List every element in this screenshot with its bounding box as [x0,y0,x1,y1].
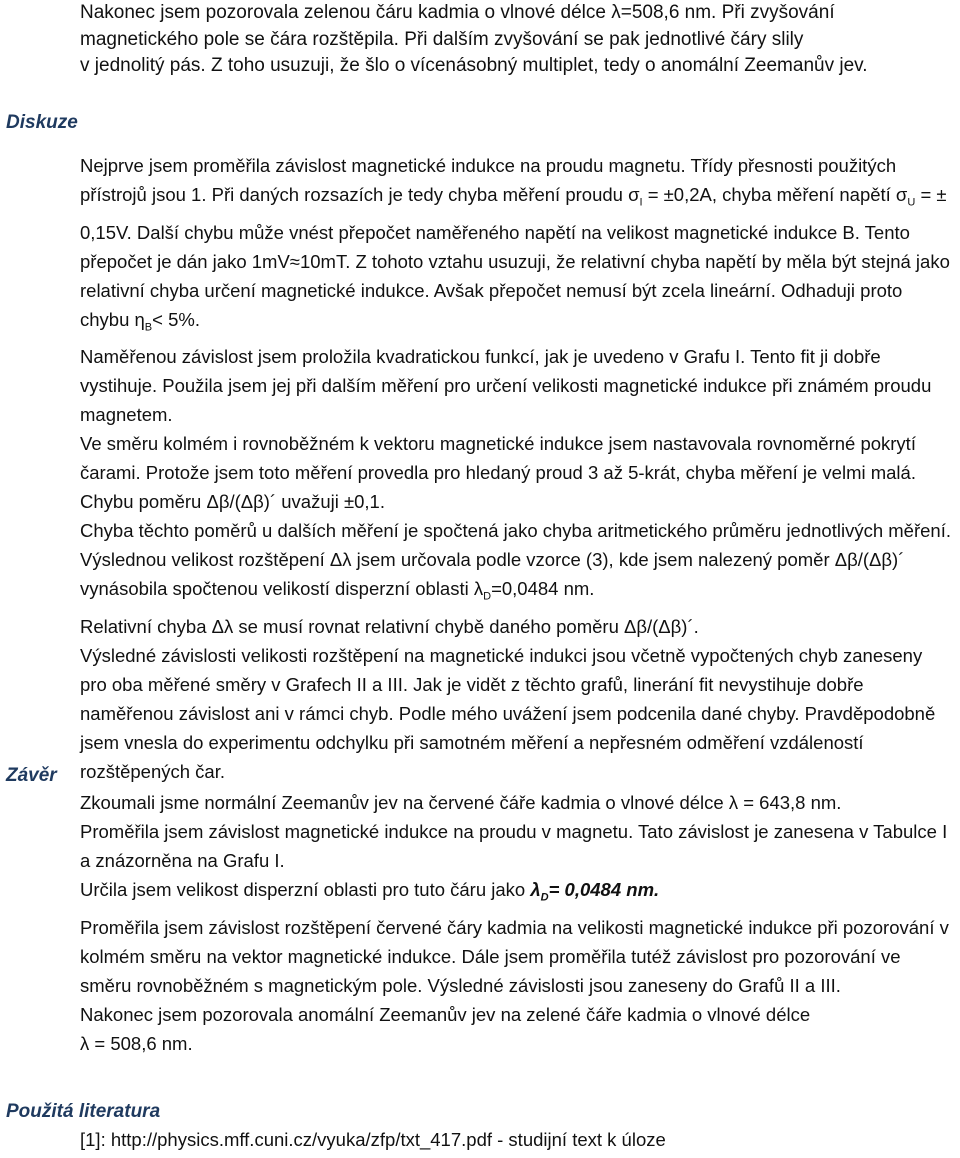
text-run: < 5%. [152,308,200,330]
diskuze-paragraph-4 [80,516,952,612]
text-run: Nakonec jsem pozorovala anomální Zeemanův jev na zelené čáře kadmia o vlnové délce [80,1003,811,1025]
intro-paragraph [80,0,950,80]
heading-diskuze: Diskuze [6,112,78,133]
bold-value [530,879,660,904]
text-run: λ = 508,6 nm. [80,1032,193,1054]
text-run: = ±0,2A, chyba měření napětí σ [642,184,908,205]
zaver-paragraph-5 [80,1000,952,1058]
text-run: =0,0484 nm. [491,578,595,600]
diskuze-paragraph-5: Relativní chyba Δλ se musí rovnat relativní chybě daného poměru Δβ/(Δβ)´. [80,616,699,638]
diskuze-paragraph-6: Výsledné závislosti velikosti rozštěpení na magnetické indukci jsou včetně vypočtených chyb zaneseny pro oba měřené směry v Grafech II a III. Jak je vidět z těchto grafů, linerání fit nevystihuje dobře naměřenou závislost ani v rámci chyb. Podle mého uvážení jsem podcenila dané chyby. Pravděpodobně jsem vnesla do experimentu odchylku při samotném měření a nepřesném odměření vzdáleností rozštěpených čar. [80,645,936,783]
heading-literatura: Použitá literatura [6,1101,161,1122]
subscript: U [907,196,916,209]
diskuze-paragraph-1 [80,151,952,342]
intro-line-2: magnetického pole se čára rozštěpila. Při dalším zvyšování se pak jednotlivé čáry slily [80,28,804,50]
subscript: B [144,321,153,334]
diskuze-paragraph-3: Ve směru kolmém i rovnoběžném k vektoru magnetické indukce jsem nastavovala rovnoměrné pokrytí čarami. Protože jsem toto měření provedla pro hledaný proud 3 až 5-krát, chyba měření je velmi malá. Chybu poměru Δβ/(Δβ)´ uvažuji ±0,1. [80,433,916,513]
text-run: Určila jsem velikost disperzní oblasti pro tuto čáru jako [80,879,531,900]
reference-1: [1]: http://physics.mff.cuni.cz/vyuka/zfp/txt_417.pdf - studijní text k úloze [80,1129,666,1150]
zaver-paragraph-2: Proměřila jsem závislost magnetické indukce na proudu v magnetu. Tato závislost je zanesena v Tabulce I a znázorněna na Grafu I. [80,821,948,871]
diskuze-paragraph-2: Naměřenou závislost jsem proložila kvadratickou funkcí, jak je uvedeno v Grafu I. Tento fit ji dobře vystihuje. Použila jsem jej při dalším měření pro určení velikosti magnetické indukce při známém proudu magnetem. [80,346,932,426]
intro-line-3: v jednolitý pás. Z toho usuzuji, že šlo o vícenásobný multiplet, tedy o anomální Zeemanův jev. [80,55,868,76]
section-diskuze [80,151,952,786]
text-run: Nejprve jsem proměřila závislost magnetické indukce na proudu magnetu. Třídy přesnosti použitých přístrojů jsou 1. Při daných rozsazích je tedy chyba měření proudu σ [80,155,897,205]
text-run: = 0,0484 nm. [548,879,660,900]
zaver-paragraph-1: Zkoumali jsme normální Zeemanův jev na červené čáře kadmia o vlnové délce λ = 643,8 nm. [80,792,842,813]
text-run: Chyba těchto poměrů u dalších měření je spočtená jako chyba aritmetického průměru jednotlivých měření. Výslednou velikost rozštěpení Δλ jsem určovala podle vzorce (3), kde jsem nalezený poměr Δβ/(Δβ)´ vynásobila spočtenou velikostí disperzní oblasti λ [80,520,951,600]
text-run: = ± 0,15V. Další chybu může vnést přepočet naměřeného napětí na velikost magnetické indukce B. Tento přepočet je dán jako 1mV≈10mT. Z tohoto vztahu usuzuji, že relativní chyba napětí by měla být stejná jako relativní chyba určení magnetické indukce. Avšak přepočet nemusí být zcela lineární. Odhaduji proto chybu η [80,184,950,330]
subscript: D [540,891,549,904]
zaver-paragraph-4: Proměřila jsem závislost rozštěpení červené čáry kadmia na velikosti magnetické indukce při pozorování v kolmém směru na vektor magnetické indukce. Dále jsem proměřila tutéž závislost pro pozorování ve směru rovnoběžném s magnetickým pole. Výsledné závislosti jsou zaneseny do Grafů II a III. [80,916,949,996]
heading-zaver: Závěr [6,765,57,786]
subscript: D [483,591,492,604]
section-zaver [80,788,952,1058]
subscript: I [639,196,643,209]
zaver-paragraph-3 [80,875,952,913]
text-run: λ [530,879,541,900]
intro-line-1: Nakonec jsem pozorovala zelenou čáru kadmia o vlnové délce λ=508,6 nm. Při zvyšování [80,2,835,23]
